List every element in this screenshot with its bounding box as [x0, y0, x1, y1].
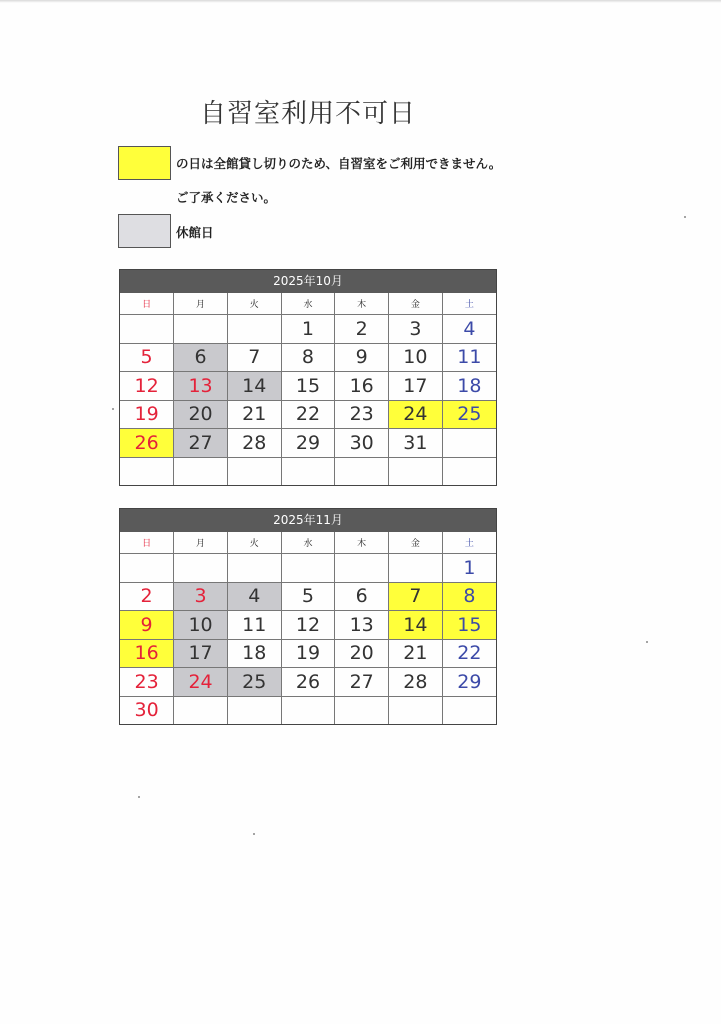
calendar-day-cell: 2	[335, 315, 389, 344]
calendar-week-row	[120, 429, 496, 458]
calendar-empty-cell	[442, 696, 496, 724]
calendar-week-row	[120, 696, 496, 724]
calendar-day-cell: 9	[335, 343, 389, 372]
scan-speck	[646, 641, 648, 643]
calendar-november	[119, 508, 497, 725]
weekday-label: 水	[281, 532, 335, 554]
legend-swatch-exclusive	[118, 146, 171, 180]
calendar-day-cell: 30	[120, 696, 174, 724]
calendar-empty-cell	[174, 554, 228, 583]
calendar-day-cell: 21	[227, 400, 281, 429]
calendar-day-cell: 5	[120, 343, 174, 372]
calendar-empty-cell	[227, 554, 281, 583]
calendar-empty-cell	[442, 457, 496, 485]
calendar-day-cell: 4	[227, 582, 281, 611]
calendar-empty-cell	[281, 696, 335, 724]
calendar-empty-cell	[227, 696, 281, 724]
calendar-day-cell: 1	[281, 315, 335, 344]
calendar-week-row	[120, 639, 496, 668]
calendar-october	[119, 269, 497, 486]
calendar-day-cell: 7	[389, 582, 443, 611]
weekday-label: 月	[174, 532, 228, 554]
weekday-label: 金	[389, 532, 443, 554]
calendar-day-cell: 16	[335, 372, 389, 401]
calendar-grid	[120, 532, 496, 724]
calendar-day-cell: 5	[281, 582, 335, 611]
calendar-grid	[120, 293, 496, 485]
calendar-day-cell: 26	[281, 668, 335, 697]
calendar-day-cell: 26	[120, 429, 174, 458]
legend-exclusive-text: の日は全館貸し切りのため、自習室をご利用できません。	[176, 156, 502, 171]
calendar-empty-cell	[174, 457, 228, 485]
calendar-empty-cell	[227, 457, 281, 485]
calendar-empty-cell	[174, 315, 228, 344]
calendar-day-cell: 12	[281, 611, 335, 640]
scan-speck	[253, 833, 255, 835]
calendar-day-cell: 18	[442, 372, 496, 401]
calendar-day-cell: 24	[174, 668, 228, 697]
calendar-day-cell: 10	[389, 343, 443, 372]
calendar-day-cell: 31	[389, 429, 443, 458]
calendar-week-row	[120, 457, 496, 485]
calendar-day-cell: 1	[442, 554, 496, 583]
scan-speck	[684, 216, 686, 218]
calendar-day-cell: 28	[227, 429, 281, 458]
calendar-day-cell: 24	[389, 400, 443, 429]
weekday-label: 火	[227, 293, 281, 315]
weekday-label: 火	[227, 532, 281, 554]
calendar-day-cell: 17	[389, 372, 443, 401]
weekday-label: 木	[335, 293, 389, 315]
calendar-day-cell: 29	[442, 668, 496, 697]
calendar-day-cell: 15	[281, 372, 335, 401]
calendar-day-cell: 29	[281, 429, 335, 458]
calendar-day-cell: 27	[174, 429, 228, 458]
calendar-day-cell: 9	[120, 611, 174, 640]
calendar-empty-cell	[120, 554, 174, 583]
calendar-month-header: 2025年11月	[120, 509, 496, 532]
calendar-day-cell: 13	[335, 611, 389, 640]
page-title: 自習室利用不可日	[200, 99, 417, 129]
calendar-day-cell: 3	[389, 315, 443, 344]
calendar-day-cell: 20	[335, 639, 389, 668]
weekday-label: 金	[389, 293, 443, 315]
calendar-empty-cell	[281, 554, 335, 583]
calendar-week-row	[120, 554, 496, 583]
weekday-label: 木	[335, 532, 389, 554]
calendar-week-row	[120, 343, 496, 372]
calendar-day-cell: 23	[120, 668, 174, 697]
weekday-label: 土	[442, 532, 496, 554]
calendar-day-cell: 19	[120, 400, 174, 429]
calendar-day-cell: 8	[442, 582, 496, 611]
calendar-day-cell: 13	[174, 372, 228, 401]
calendar-day-cell: 30	[335, 429, 389, 458]
calendar-day-cell: 10	[174, 611, 228, 640]
calendar-empty-cell	[281, 457, 335, 485]
calendar-day-cell: 27	[335, 668, 389, 697]
calendar-week-row	[120, 315, 496, 344]
calendar-empty-cell	[120, 315, 174, 344]
legend-apology-text: ご了承ください。	[176, 190, 277, 205]
calendar-week-row	[120, 668, 496, 697]
weekday-label: 土	[442, 293, 496, 315]
calendar-day-cell: 25	[442, 400, 496, 429]
calendar-empty-cell	[442, 429, 496, 458]
calendar-empty-cell	[335, 554, 389, 583]
calendar-day-cell: 6	[335, 582, 389, 611]
calendar-empty-cell	[174, 696, 228, 724]
legend-swatch-closed	[118, 214, 171, 248]
weekday-header-row	[120, 532, 496, 554]
calendar-day-cell: 8	[281, 343, 335, 372]
calendar-day-cell: 23	[335, 400, 389, 429]
scan-edge	[0, 0, 721, 3]
calendar-day-cell: 16	[120, 639, 174, 668]
calendar-day-cell: 19	[281, 639, 335, 668]
calendar-empty-cell	[335, 696, 389, 724]
calendar-day-cell: 28	[389, 668, 443, 697]
calendar-empty-cell	[120, 457, 174, 485]
calendar-day-cell: 15	[442, 611, 496, 640]
calendar-day-cell: 3	[174, 582, 228, 611]
calendar-day-cell: 22	[442, 639, 496, 668]
calendar-day-cell: 2	[120, 582, 174, 611]
calendar-day-cell: 22	[281, 400, 335, 429]
calendar-day-cell: 11	[442, 343, 496, 372]
calendar-day-cell: 21	[389, 639, 443, 668]
calendar-week-row	[120, 400, 496, 429]
calendar-day-cell: 12	[120, 372, 174, 401]
weekday-label: 日	[120, 293, 174, 315]
calendar-month-header: 2025年10月	[120, 270, 496, 293]
calendar-day-cell: 25	[227, 668, 281, 697]
calendar-empty-cell	[335, 457, 389, 485]
weekday-label: 水	[281, 293, 335, 315]
calendar-week-row	[120, 372, 496, 401]
calendar-empty-cell	[389, 457, 443, 485]
scan-speck	[138, 796, 140, 798]
calendar-empty-cell	[389, 696, 443, 724]
weekday-label: 月	[174, 293, 228, 315]
calendar-day-cell: 14	[227, 372, 281, 401]
calendar-day-cell: 17	[174, 639, 228, 668]
legend-closed-label: 休館日	[176, 225, 214, 240]
calendar-week-row	[120, 611, 496, 640]
calendar-empty-cell	[227, 315, 281, 344]
calendar-day-cell: 14	[389, 611, 443, 640]
weekday-label: 日	[120, 532, 174, 554]
calendar-week-row	[120, 582, 496, 611]
calendar-day-cell: 11	[227, 611, 281, 640]
calendar-day-cell: 18	[227, 639, 281, 668]
calendar-day-cell: 20	[174, 400, 228, 429]
calendar-day-cell: 4	[442, 315, 496, 344]
calendar-day-cell: 7	[227, 343, 281, 372]
scan-speck	[112, 408, 114, 410]
calendar-day-cell: 6	[174, 343, 228, 372]
calendar-empty-cell	[389, 554, 443, 583]
weekday-header-row	[120, 293, 496, 315]
